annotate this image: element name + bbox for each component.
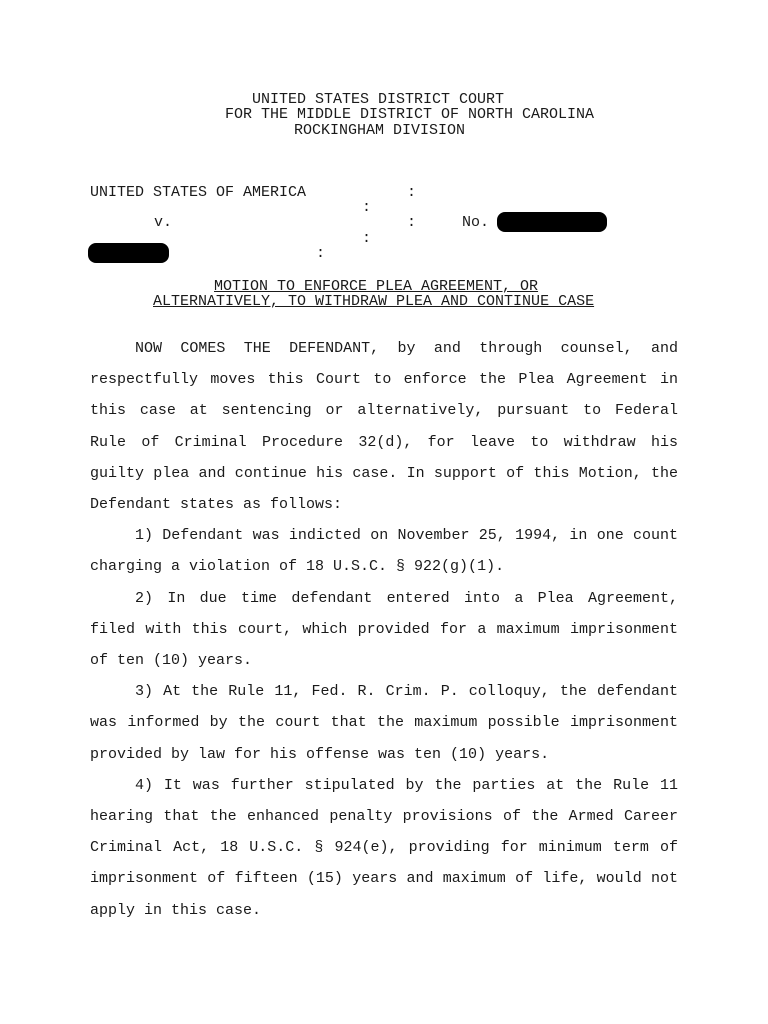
caption-colon: :	[316, 245, 326, 262]
numbered-paragraph-3: 3) At the Rule 11, Fed. R. Crim. P. colloquy, the defendant was informed by the court that the maximum possible imprisonment provided by law for his offense was ten (10) years.	[90, 683, 678, 763]
motion-title-line1: MOTION TO ENFORCE PLEA AGREEMENT, OR	[214, 278, 539, 295]
motion-body	[90, 333, 678, 926]
redacted-defendant-name	[88, 243, 169, 263]
intro-paragraph: NOW COMES THE DEFENDANT, by and through counsel, and respectfully moves this Court to enforce the Plea Agreement in this case at sentencing or alternatively, pursuant to Federal Rule of Criminal Procedure 32(d), for leave to withdraw his guilty plea and continue his case. In support of this Motion, the Defendant states as follows:	[90, 340, 678, 514]
caption-colon: :	[407, 214, 417, 231]
redacted-case-number	[497, 212, 607, 232]
court-district: FOR THE MIDDLE DISTRICT OF NORTH CAROLINA	[225, 106, 595, 123]
caption-colon: :	[407, 184, 417, 201]
court-name: UNITED STATES DISTRICT COURT	[252, 91, 505, 108]
numbered-paragraph-4: 4) It was further stipulated by the parties at the Rule 11 hearing that the enhanced penalty provisions of the Armed Career Criminal Act, 18 U.S.C. § 924(e), providing for minimum term of imprisonment of fifteen (15) years and maximum of life, would not apply in this case.	[90, 776, 678, 919]
numbered-paragraph-2: 2) In due time defendant entered into a Plea Agreement, filed with this court, which provided for a maximum imprisonment of ten (10) years.	[90, 589, 678, 670]
caption-colon: :	[362, 199, 372, 216]
court-division: ROCKINGHAM DIVISION	[294, 122, 466, 139]
versus-label: v.	[154, 214, 173, 231]
motion-title-line2: ALTERNATIVELY, TO WITHDRAW PLEA AND CONTINUE CASE	[153, 293, 595, 310]
numbered-paragraph-1: 1) Defendant was indicted on November 25, 1994, in one count charging a violation of 18 U.S.C. § 922(g)(1).	[90, 527, 678, 576]
case-number-label: No.	[462, 214, 490, 231]
plaintiff-name: UNITED STATES OF AMERICA	[90, 184, 307, 201]
caption-colon: :	[362, 230, 372, 247]
